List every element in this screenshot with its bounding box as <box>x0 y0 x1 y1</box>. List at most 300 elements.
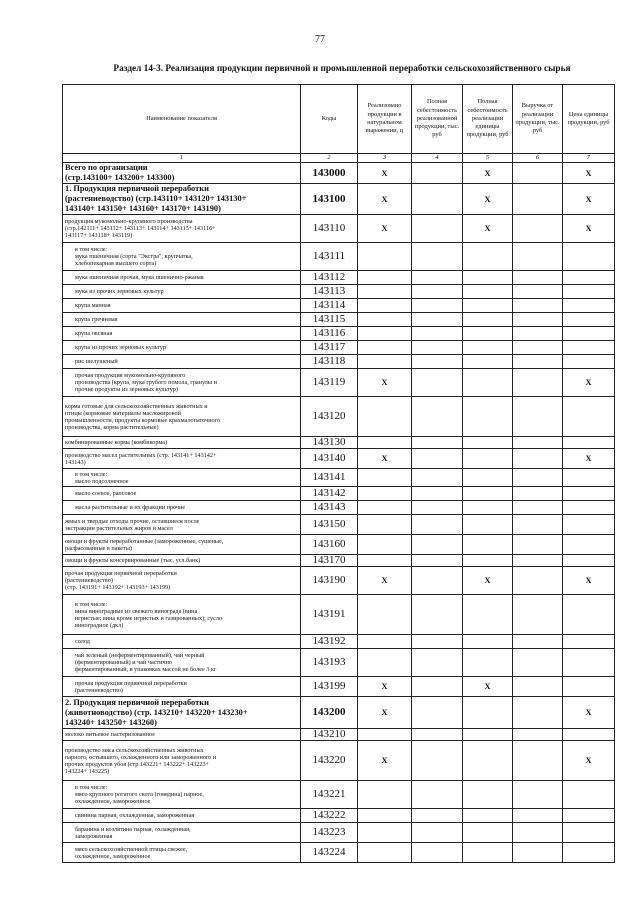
row-value-c4 <box>412 184 463 215</box>
row-value-c3 <box>358 327 412 341</box>
row-value-c5 <box>463 369 513 397</box>
row-value-c3 <box>358 843 412 863</box>
row-code: 143114 <box>301 299 358 313</box>
row-value-c3 <box>358 635 412 649</box>
row-code: 143118 <box>301 355 358 369</box>
table-row <box>63 487 615 501</box>
row-value-c4 <box>412 215 463 243</box>
row-value-c7 <box>563 729 615 741</box>
row-value-c7: X <box>563 567 615 595</box>
row-name-line: мука из прочих зерновых культур <box>75 288 164 296</box>
row-value-c7 <box>563 823 615 843</box>
row-value-c5 <box>463 271 513 285</box>
row-name-line: в том числе: <box>75 784 108 792</box>
row-value-c4 <box>412 437 463 449</box>
row-value-c3 <box>358 469 412 487</box>
table-row <box>63 535 615 555</box>
row-name <box>63 397 301 437</box>
row-value-c7 <box>563 355 615 369</box>
row-value-c3 <box>358 809 412 823</box>
column-number: 3 <box>358 154 412 163</box>
row-value-c6 <box>513 313 563 327</box>
row-name-line: 1. Продукция первичной переработки <box>65 184 209 194</box>
row-value-c3 <box>358 515 412 535</box>
row-value-c5 <box>463 355 513 369</box>
row-value-c3 <box>358 487 412 501</box>
row-value-c3 <box>358 555 412 567</box>
row-name <box>63 243 301 271</box>
row-code: 143192 <box>301 635 358 649</box>
row-value-c5 <box>463 327 513 341</box>
row-code: 143100 <box>301 184 358 215</box>
column-number: 6 <box>513 154 563 163</box>
column-number-row <box>63 154 615 163</box>
row-value-c4 <box>412 313 463 327</box>
row-name-line: (растениеводство) (стр.143110+ 143120+ 143130+ <box>65 194 247 204</box>
row-value-c7: X <box>563 215 615 243</box>
row-value-c5 <box>463 535 513 555</box>
row-value-c4 <box>412 271 463 285</box>
row-value-c4 <box>412 449 463 469</box>
row-name-line: 143143) <box>65 458 86 466</box>
row-value-c6 <box>513 271 563 285</box>
row-name <box>63 341 301 355</box>
row-value-c5 <box>463 501 513 515</box>
row-name <box>63 843 301 863</box>
row-code: 143112 <box>301 271 358 285</box>
row-value-c3: X <box>358 184 412 215</box>
table-row <box>63 729 615 741</box>
row-name-line: прочая продукция первичной переработки <box>75 679 187 687</box>
row-value-c4 <box>412 595 463 635</box>
row-value-c4 <box>412 843 463 863</box>
row-code: 143150 <box>301 515 358 535</box>
row-value-c5 <box>463 809 513 823</box>
row-value-c5 <box>463 243 513 271</box>
row-name-line: 143117+ 143118+ 143119) <box>65 232 133 240</box>
row-value-c6 <box>513 501 563 515</box>
row-name-line: мясо сельскохозяйственной птицы свежее, <box>75 845 188 853</box>
row-value-c3: X <box>358 567 412 595</box>
row-value-c5 <box>463 449 513 469</box>
column-number: 5 <box>463 154 513 163</box>
table-row <box>63 843 615 863</box>
table-row <box>63 555 615 567</box>
table-row <box>63 697 615 729</box>
row-value-c5 <box>463 555 513 567</box>
row-name-line: (стр.143100+ 143200+ 143300) <box>65 173 175 183</box>
column-number: 7 <box>563 154 615 163</box>
row-value-c6 <box>513 487 563 501</box>
row-name-line: 2. Продукция первичной переработки <box>65 697 209 707</box>
row-name <box>63 313 301 327</box>
row-name <box>63 535 301 555</box>
row-name-line: в том числе: <box>75 600 108 608</box>
row-value-c3 <box>358 501 412 515</box>
row-name-line: 143140+ 143150+ 143160+ 143170+ 143190) <box>65 204 221 214</box>
row-name-line: производство масел растительных (стр. 143141+ 143142+ <box>65 451 217 459</box>
row-value-c3 <box>358 729 412 741</box>
row-value-c6 <box>513 355 563 369</box>
row-name <box>63 729 301 741</box>
row-value-c6 <box>513 243 563 271</box>
table-row <box>63 313 615 327</box>
row-value-c3: X <box>358 369 412 397</box>
row-value-c5 <box>463 469 513 487</box>
row-value-c7 <box>563 243 615 271</box>
row-value-c5 <box>463 313 513 327</box>
table-row <box>63 567 615 595</box>
table-row <box>63 449 615 469</box>
table-row <box>63 469 615 487</box>
row-name-line: 143224+ 143225) <box>65 768 110 776</box>
table-row <box>63 397 615 437</box>
row-value-c3 <box>358 271 412 285</box>
row-code: 143160 <box>301 535 358 555</box>
row-value-c7 <box>563 595 615 635</box>
row-value-c4 <box>412 469 463 487</box>
row-value-c5 <box>463 595 513 635</box>
table-row <box>63 215 615 243</box>
row-name-line: масла растительные и их фракции прочие <box>75 504 186 512</box>
row-code: 143224 <box>301 843 358 863</box>
row-name <box>63 809 301 823</box>
table-row <box>63 635 615 649</box>
row-value-c4 <box>412 741 463 781</box>
row-name <box>63 487 301 501</box>
table-body <box>63 163 615 863</box>
row-value-c7: X <box>563 697 615 729</box>
row-name <box>63 649 301 677</box>
row-name <box>63 437 301 449</box>
row-value-c7 <box>563 487 615 501</box>
row-name-line: молоко питьевое пастеризованное <box>65 731 155 739</box>
table-row <box>63 595 615 635</box>
row-name-line: в том числе: <box>75 470 108 478</box>
row-name-line: масло подсолнечное <box>75 477 129 485</box>
row-value-c4 <box>412 535 463 555</box>
row-name <box>63 515 301 535</box>
table-row <box>63 271 615 285</box>
header-unit-price: Цена единицы продукции, руб <box>563 85 615 154</box>
row-value-c4 <box>412 823 463 843</box>
row-value-c5 <box>463 437 513 449</box>
row-value-c4 <box>412 697 463 729</box>
row-value-c4 <box>412 355 463 369</box>
row-value-c7: X <box>563 741 615 781</box>
row-value-c6 <box>513 215 563 243</box>
row-value-c3: X <box>358 163 412 184</box>
table-row <box>63 184 615 215</box>
row-value-c7 <box>563 781 615 809</box>
row-value-c6 <box>513 437 563 449</box>
row-value-c5: X <box>463 184 513 215</box>
row-value-c3 <box>358 595 412 635</box>
row-code: 143111 <box>301 243 358 271</box>
row-value-c4 <box>412 635 463 649</box>
row-value-c4 <box>412 163 463 184</box>
row-value-c3 <box>358 243 412 271</box>
row-name-line: парного, остывшего, охлажденного или замороженного и <box>65 753 217 761</box>
row-code: 143223 <box>301 823 358 843</box>
row-value-c6 <box>513 781 563 809</box>
row-value-c7: X <box>563 449 615 469</box>
row-name <box>63 741 301 781</box>
row-code: 143193 <box>301 649 358 677</box>
row-value-c5 <box>463 397 513 437</box>
section-title: Раздел 14-3. Реализация продукции первичной и промышленной переработки сельскохозяйственного сырья <box>113 64 571 74</box>
row-name <box>63 327 301 341</box>
row-value-c4 <box>412 781 463 809</box>
row-name <box>63 501 301 515</box>
row-value-c5: X <box>463 567 513 595</box>
row-name <box>63 285 301 299</box>
row-name-line: промышленности, продукты кормовые крахмалопаточного <box>65 416 221 424</box>
row-value-c3: X <box>358 697 412 729</box>
row-value-c4 <box>412 809 463 823</box>
row-value-c7 <box>563 515 615 535</box>
row-name <box>63 163 301 184</box>
table-row <box>63 285 615 299</box>
row-code: 143142 <box>301 487 358 501</box>
row-name <box>63 215 301 243</box>
row-name-line: чай зеленый (неферментированный), чай черный <box>75 652 205 660</box>
row-value-c6 <box>513 567 563 595</box>
row-value-c7: X <box>563 163 615 184</box>
row-name <box>63 635 301 649</box>
row-code: 143000 <box>301 163 358 184</box>
row-name-line: 143240+ 143250+ 143260) <box>65 717 157 727</box>
row-value-c3 <box>358 535 412 555</box>
row-name <box>63 697 301 729</box>
table-row <box>63 327 615 341</box>
row-code: 143210 <box>301 729 358 741</box>
row-name <box>63 369 301 397</box>
table-row <box>63 781 615 809</box>
row-value-c4 <box>412 729 463 741</box>
table-row <box>63 437 615 449</box>
row-value-c4 <box>412 285 463 299</box>
row-value-c7 <box>563 285 615 299</box>
row-name-line: игристые; вина кроме игристых и газированных); сусло <box>75 614 223 622</box>
row-name-line: виноградное (дкл) <box>75 622 124 630</box>
row-code: 143200 <box>301 697 358 729</box>
row-value-c7 <box>563 843 615 863</box>
row-name-line: Всего по организации <box>65 163 148 172</box>
row-value-c5 <box>463 649 513 677</box>
header-name: Наименование показателя <box>63 85 301 154</box>
row-value-c6 <box>513 843 563 863</box>
row-value-c5 <box>463 823 513 843</box>
row-name-line: комбинированные корма (комбикорма) <box>65 439 168 447</box>
row-value-c5 <box>463 843 513 863</box>
row-code: 143116 <box>301 327 358 341</box>
row-value-c6 <box>513 184 563 215</box>
row-value-c7: X <box>563 369 615 397</box>
row-value-c3 <box>358 313 412 327</box>
header-row <box>63 85 615 154</box>
row-value-c7 <box>563 555 615 567</box>
row-value-c7 <box>563 341 615 355</box>
row-name-line: масло соевое, рапсовое <box>75 490 137 498</box>
row-value-c7 <box>563 535 615 555</box>
row-value-c3 <box>358 299 412 313</box>
row-value-c6 <box>513 285 563 299</box>
row-value-c4 <box>412 341 463 355</box>
row-value-c4 <box>412 299 463 313</box>
row-code: 143222 <box>301 809 358 823</box>
row-name-line: мука пшеничная прочая, мука пшенично-ржаная <box>75 274 204 282</box>
row-name-line: в том числе: <box>75 246 108 254</box>
table-row <box>63 243 615 271</box>
row-name-line: вина виноградные из свежего винограда (вина <box>75 607 198 615</box>
row-value-c6 <box>513 449 563 469</box>
row-value-c4 <box>412 327 463 341</box>
row-value-c6 <box>513 397 563 437</box>
table-row <box>63 501 615 515</box>
row-value-c3 <box>358 649 412 677</box>
row-value-c4 <box>412 369 463 397</box>
row-name <box>63 299 301 313</box>
table-row <box>63 369 615 397</box>
table-row <box>63 341 615 355</box>
row-name-line: свинина парная, охлажденная, замороженная <box>75 812 195 820</box>
sales-table <box>62 84 615 863</box>
row-code: 143119 <box>301 369 358 397</box>
row-value-c4 <box>412 515 463 535</box>
row-value-c3 <box>358 285 412 299</box>
row-value-c6 <box>513 515 563 535</box>
row-value-c7 <box>563 437 615 449</box>
row-value-c3 <box>358 355 412 369</box>
row-value-c6 <box>513 369 563 397</box>
row-name-line: овощи и фрукты переработанные (замороженные, сушеные, <box>65 537 224 545</box>
row-name-line: птицы (кормовые материалы масложировой <box>65 409 181 417</box>
row-value-c5: X <box>463 677 513 697</box>
row-name-line: (ферментированный) и чай частично <box>75 659 172 667</box>
row-name <box>63 555 301 567</box>
row-value-c7 <box>563 649 615 677</box>
row-value-c3: X <box>358 677 412 697</box>
row-value-c6 <box>513 163 563 184</box>
row-name-line: продукция мукомольно-крупяного производства <box>65 218 193 226</box>
row-value-c5 <box>463 729 513 741</box>
row-value-c5 <box>463 741 513 781</box>
table-row <box>63 299 615 313</box>
row-value-c3 <box>358 823 412 843</box>
row-name-line: рис шелушеный <box>75 358 118 366</box>
row-name-line: (стр.142111+ 143112+ 143113+ 143114+ 143115+ 143116+ <box>65 225 216 233</box>
row-name <box>63 271 301 285</box>
row-code: 143221 <box>301 781 358 809</box>
table-row <box>63 741 615 781</box>
table-row <box>63 355 615 369</box>
row-value-c6 <box>513 595 563 635</box>
row-code: 143143 <box>301 501 358 515</box>
row-name <box>63 184 301 215</box>
row-code: 143220 <box>301 741 358 781</box>
header-quantity: Реализовано продукции в натуральном выражении, ц <box>358 85 412 154</box>
table-row <box>63 677 615 697</box>
row-value-c5 <box>463 515 513 535</box>
row-code: 143120 <box>301 397 358 437</box>
row-name-line: экстракции растительных жиров и масел <box>65 524 173 532</box>
row-name-line: производства (крупа, мука грубого помола, гранулы и <box>75 379 217 387</box>
row-value-c4 <box>412 487 463 501</box>
row-name <box>63 677 301 697</box>
row-name-line: корма готовые для сельскохозяйственных животных и <box>65 402 208 410</box>
row-name-line: охлажденное, замороженное <box>75 798 151 806</box>
row-value-c4 <box>412 555 463 567</box>
row-value-c5: X <box>463 163 513 184</box>
table-row <box>63 823 615 843</box>
row-code: 143170 <box>301 555 358 567</box>
row-value-c5 <box>463 697 513 729</box>
column-number: 4 <box>412 154 463 163</box>
row-value-c7 <box>563 397 615 437</box>
row-value-c3 <box>358 781 412 809</box>
row-value-c5: X <box>463 215 513 243</box>
row-value-c3: X <box>358 741 412 781</box>
row-value-c6 <box>513 809 563 823</box>
header-cost: Полная себестоимость реализованной продукции, тыс. руб <box>412 85 463 154</box>
row-name-line: прочих продуктов убоя (стр.143221+ 143222+ 143223+ <box>65 760 210 768</box>
table-row <box>63 515 615 535</box>
row-name-line: солод <box>75 638 90 646</box>
row-value-c7: X <box>563 184 615 215</box>
row-name-line: производства, корма растительные) <box>65 424 159 432</box>
row-value-c6 <box>513 729 563 741</box>
row-value-c3 <box>358 341 412 355</box>
row-value-c7 <box>563 677 615 697</box>
row-value-c6 <box>513 327 563 341</box>
row-value-c4 <box>412 397 463 437</box>
row-name-line: крупа гречневая <box>75 316 118 324</box>
row-value-c3 <box>358 397 412 437</box>
row-value-c4 <box>412 677 463 697</box>
row-name <box>63 469 301 487</box>
row-name-line: замороженная <box>75 832 113 840</box>
row-value-c7 <box>563 501 615 515</box>
row-name <box>63 823 301 843</box>
row-code: 143130 <box>301 437 358 449</box>
row-name <box>63 567 301 595</box>
row-value-c5 <box>463 781 513 809</box>
row-value-c6 <box>513 469 563 487</box>
row-value-c3: X <box>358 449 412 469</box>
row-code: 143115 <box>301 313 358 327</box>
row-code: 143191 <box>301 595 358 635</box>
row-value-c5 <box>463 299 513 313</box>
header-unit-cost: Полная себестоимость реализации единицы продукции, руб <box>463 85 513 154</box>
row-name-line: (стр. 143191+ 143192+ 143193+ 143199) <box>65 584 171 592</box>
row-code: 143141 <box>301 469 358 487</box>
row-code: 143140 <box>301 449 358 469</box>
row-name-line: расфасованные в пакеты) <box>65 544 132 552</box>
row-name <box>63 355 301 369</box>
row-value-c6 <box>513 741 563 781</box>
header-revenue: Выручка от реализации продукции, тыс. руб <box>513 85 563 154</box>
row-name-line: производство мяса сельскохозяйственных животных <box>65 746 204 754</box>
row-code: 143117 <box>301 341 358 355</box>
row-name-line: прочая продукция первичной переработки <box>65 570 177 578</box>
row-name-line: баранина и козлятина парная, охлажденная, <box>75 825 191 833</box>
row-value-c5 <box>463 635 513 649</box>
row-value-c4 <box>412 649 463 677</box>
row-value-c5 <box>463 341 513 355</box>
row-name-line: жмых и твердые отходы прочие, оставшиеся после <box>65 517 200 525</box>
row-name-line: прочие продукты из зерновых культур) <box>75 386 178 394</box>
